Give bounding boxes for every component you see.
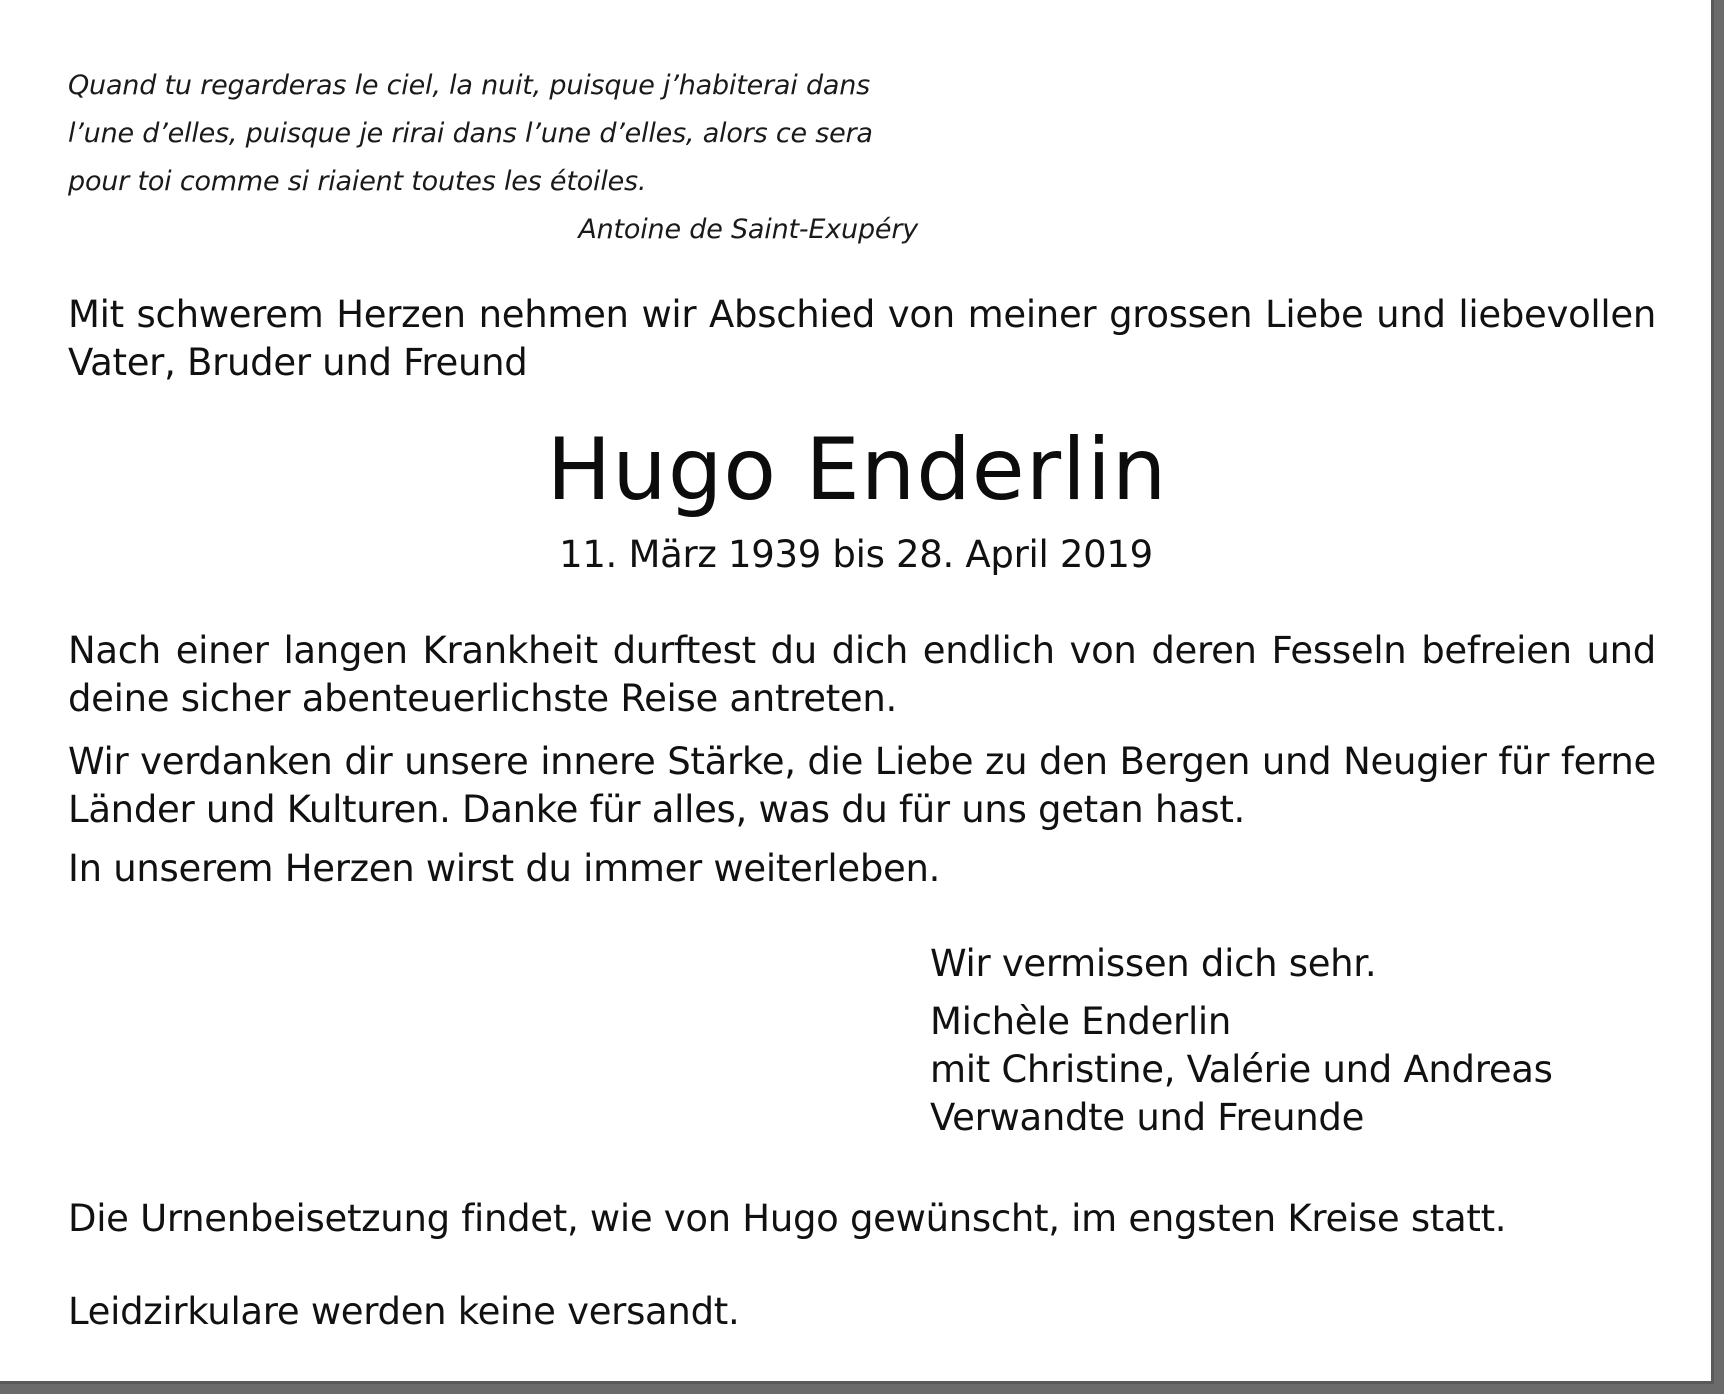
deceased-name: Hugo Enderlin xyxy=(546,420,1168,520)
burial-notice: Die Urnenbeisetzung findet, wie von Hugo gewünscht, im engsten Kreise statt. xyxy=(68,1197,1507,1240)
intro-text: Mit schwerem Herzen nehmen wir Abschied von meiner grossen Liebe und liebevollen Vater, Bruder und Freund xyxy=(68,293,1656,384)
quote-line: Quand tu regarderas le ciel, la nuit, puisque j’habiterai dans xyxy=(68,70,871,101)
circular-notice: Leidzirkulare werden keine versandt. xyxy=(68,1290,740,1333)
mourner-name: Verwandte und Freunde xyxy=(930,1096,1365,1139)
quote-line: l’une d’elles, puisque je rirai dans l’une d’elles, alors ce sera xyxy=(68,118,873,149)
epigraph-quote xyxy=(68,62,938,254)
deceased-heading xyxy=(0,420,1724,580)
paragraph-gratitude: Wir verdanken dir unsere innere Stärke, die Liebe zu den Bergen und Neugier für ferne Länder und Kulturen. Danke für alles, was du für uns getan hast. xyxy=(68,740,1656,831)
mourner-name: Michèle Enderlin xyxy=(930,1000,1232,1043)
signature-block xyxy=(930,940,1630,1142)
quote-author: Antoine de Saint-Exupéry xyxy=(578,214,918,245)
quote-line: pour toi comme si riaient toutes les étoiles. xyxy=(68,166,647,197)
miss-you-line: Wir vermissen dich sehr. xyxy=(930,942,1377,985)
life-dates: 11. März 1939 bis 28. April 2019 xyxy=(559,533,1153,576)
mourner-name: mit Christine, Valérie und Andreas xyxy=(930,1048,1553,1091)
paragraph-illness: Nach einer langen Krankheit durftest du dich endlich von deren Fesseln befreien und deine sicher abenteuerlichste Reise antreten. xyxy=(68,629,1656,720)
paragraph-remembrance: In unserem Herzen wirst du immer weiterleben. xyxy=(68,847,941,890)
